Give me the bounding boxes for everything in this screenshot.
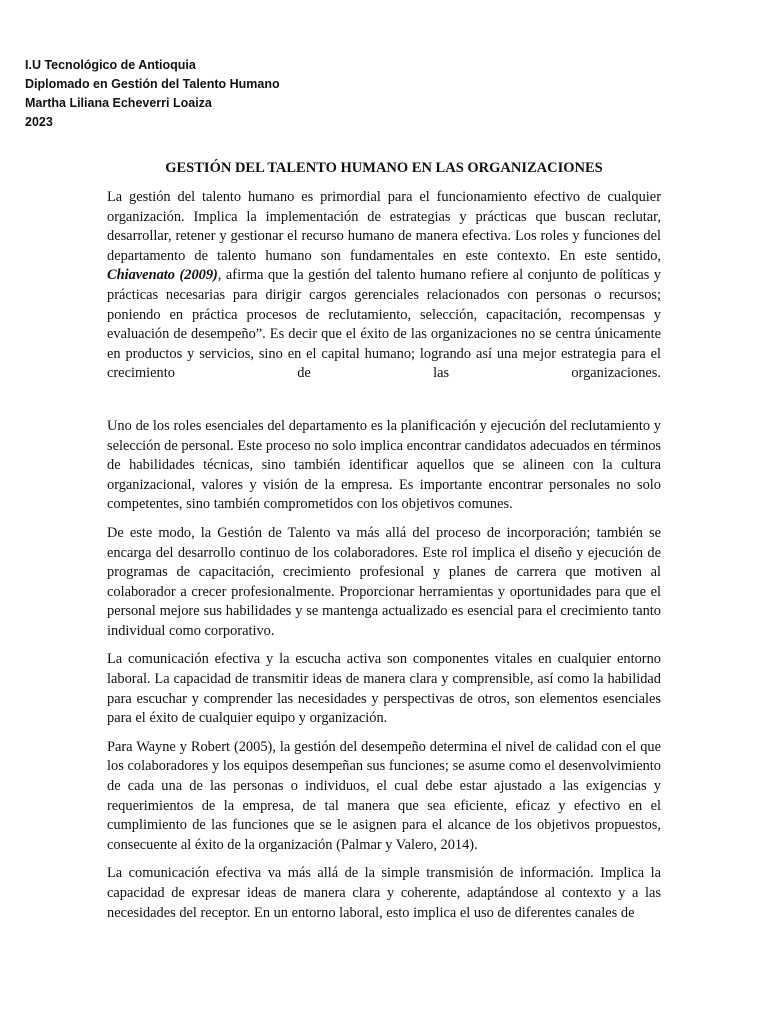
paragraph-1-text-a: La gestión del talento humano es primordial para el funcionamiento efectivo de cualquier organización. Implica la implementación de estrategias y prácticas que buscan reclutar, desarrollar, retener y gestionar el recurso humano de manera efectiva. Los roles y funciones del departamento de talento humano son fundamentales en este contexto. En este sentido, [107, 189, 661, 264]
institution-name: I.U Tecnológico de Antioquia [25, 58, 196, 72]
document-title: GESTIÓN DEL TALENTO HUMANO EN LAS ORGANIZACIONES [165, 160, 603, 176]
document-body [107, 188, 661, 932]
course-name: Diplomado en Gestión del Talento Humano [25, 77, 280, 91]
paragraph-1-text-b: , afirma que la gestión del talento humano refiere al conjunto de políticas y prácticas necesarias para dirigir cargos gerenciales relacionados con personas o recursos; poniendo en práctica procesos de reclutamiento, selección, capacitación, recompensas y evaluación de desempeño”. Es decir que el éxito de las organizaciones no se centra únicamente en productos y servicios, sino en el capital humano; logrando así una mejor estrategia para el crecimiento de las organizaciones. [107, 267, 661, 382]
paragraph-2: Uno de los roles esenciales del departamento es la planificación y ejecución del reclutamiento y selección de personal. Este proceso no solo implica encontrar candidatos adecuados en términos de habilidades técnicas, sino también identificar aquellos que se alineen con la cultura organizacional, valores y visión de la empresa. Es importante encontrar personales no solo competentes, sino también comprometidos con los objetivos comunes. [107, 417, 661, 513]
paragraph-6: La comunicación efectiva va más allá de la simple transmisión de información. Implica la capacidad de expresar ideas de manera clara y coherente, adaptándose al contexto y a las necesidades del receptor. En un entorno laboral, esto implica el uso de diferentes canales de [107, 865, 661, 921]
paragraph-4: La comunicación efectiva y la escucha activa son componentes vitales en cualquier entorno laboral. La capacidad de transmitir ideas de manera clara y comprensible, así como la habilidad para escuchar y comprender las necesidades y perspectivas de otros, son elementos esenciales para el éxito de cualquier equipo y organización. [107, 651, 661, 727]
paragraph-5: Para Wayne y Robert (2005), la gestión del desempeño determina el nivel de calidad con el que los colaboradores y los equipos desempeñan sus funciones; se asume como el desenvolvimiento de cada una de las personas o individuos, el cual debe estar ajustado a las exigencias y requerimientos de la empresa, de tal manera que sea eficiente, eficaz y efectivo en el cumplimiento de las funciones que se le asignen para el alcance de los objetivos propuestos, consecuente al éxito de la organización (Palmar y Valero, 2014). [107, 738, 661, 853]
citation-chiavenato: Chiavenato (2009) [107, 267, 218, 284]
author-name: Martha Liliana Echeverri Loaiza [25, 96, 212, 110]
paragraph-1 [107, 188, 661, 384]
paragraph-3: De este modo, la Gestión de Talento va más allá del proceso de incorporación; también se encarga del desarrollo continuo de los colaboradores. Este rol implica el diseño y ejecución de programas de capacitación, crecimiento profesional y planes de carrera que motiven al colaborador a crecer profesionalmente. Proporcionar herramientas y oportunidades para que el personal mejore sus habilidades y se mantenga actualizado es esencial para el crecimiento tanto individual como corporativo. [107, 524, 661, 639]
paragraph-spacer [107, 393, 661, 417]
document-year: 2023 [25, 115, 53, 129]
document-header [25, 56, 280, 132]
